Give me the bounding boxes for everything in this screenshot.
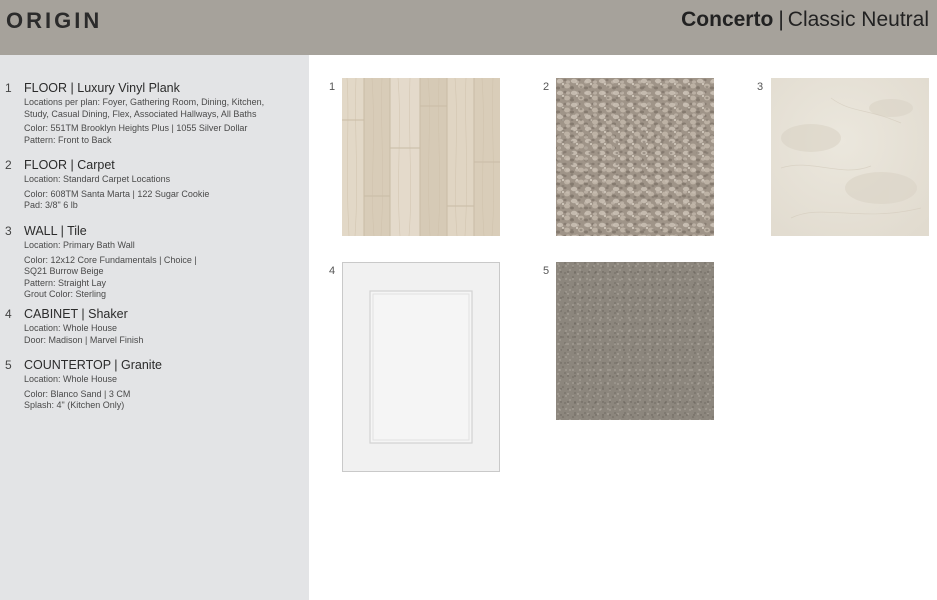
selection-heading: FLOOR | Luxury Vinyl Plank: [24, 81, 180, 95]
header-bar: [0, 0, 937, 55]
swatch-number: 3: [757, 81, 764, 93]
detail-line: Color: 12x12 Core Fundamentals | Choice |: [24, 254, 197, 265]
detail-line: Splash: 4" (Kitchen Only): [24, 400, 125, 410]
selection-number: 4: [5, 307, 12, 321]
selection-number: 5: [5, 358, 12, 372]
vinyl-plank-texture: [342, 78, 500, 236]
swatch-number: 2: [543, 81, 550, 93]
detail-line: Location: Whole House: [24, 374, 118, 384]
detail-line: Color: 608TM Santa Marta | 122 Sugar Cookie: [24, 188, 210, 199]
selections-panel: [0, 55, 309, 600]
detail-line: Location: Primary Bath Wall: [24, 240, 135, 250]
selection-details: [24, 97, 304, 146]
title-separator: |: [778, 8, 784, 31]
selection-heading: WALL | Tile: [24, 224, 87, 238]
swatch-vinyl-plank: [342, 78, 500, 236]
selection-details: [24, 374, 304, 412]
swatch-number: 1: [329, 81, 336, 93]
selection-heading: COUNTERTOP | Granite: [24, 358, 163, 372]
brand-logo: ORIGIN: [6, 8, 103, 33]
carpet-texture: [556, 78, 714, 236]
swatch-number: 5: [543, 265, 550, 277]
page-title: [681, 8, 929, 32]
detail-line: Study, Casual Dining, Flex, Associated Hallways, All Baths: [24, 108, 257, 119]
shaker-door-icon: [342, 262, 500, 472]
selection-number: 1: [5, 81, 12, 95]
selection-number: 3: [5, 224, 12, 238]
selection-details: [24, 174, 304, 212]
selection-heading: CABINET | Shaker: [24, 307, 128, 321]
detail-line: Pattern: Straight Lay: [24, 277, 107, 288]
swatch-number: 4: [329, 265, 336, 277]
detail-line: SQ21 Burrow Beige: [24, 266, 104, 276]
granite-texture: [556, 262, 714, 420]
selection-details: [24, 323, 304, 346]
selection-heading: FLOOR | Carpet: [24, 158, 115, 172]
detail-line: Color: 551TM Brooklyn Heights Plus | 1055 Silver Dollar: [24, 123, 248, 133]
selection-details: [24, 240, 304, 301]
detail-line: Pattern: Front to Back: [24, 134, 112, 145]
detail-line: Pad: 3/8" 6 lb: [24, 200, 78, 210]
swatch-carpet: [556, 78, 714, 236]
collection-name: Concerto: [681, 8, 774, 31]
swatch-wall-tile: [771, 78, 929, 236]
detail-line: Locations per plan: Foyer, Gathering Room, Dining, Kitchen,: [24, 97, 265, 107]
detail-line: Door: Madison | Marvel Finish: [24, 334, 144, 345]
detail-line: Location: Standard Carpet Locations: [24, 174, 171, 184]
wall-tile-texture: [771, 78, 929, 236]
scheme-name: Classic Neutral: [787, 8, 929, 31]
detail-line: Color: Blanco Sand | 3 CM: [24, 388, 131, 399]
selection-number: 2: [5, 158, 12, 172]
detail-line: Location: Whole House: [24, 323, 118, 333]
swatch-granite: [556, 262, 714, 420]
swatch-cabinet-door: [342, 262, 500, 472]
detail-line: Grout Color: Sterling: [24, 289, 107, 299]
